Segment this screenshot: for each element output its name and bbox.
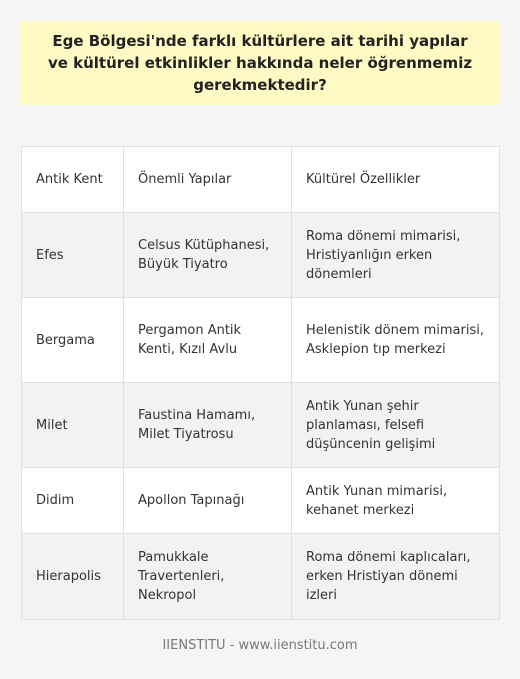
- cell-features: Antik Yunan şehir planlaması, felsefi düşüncenin gelişimi: [292, 383, 500, 468]
- table-row: [22, 213, 500, 298]
- cell-structures: Celsus Kütüphanesi, Büyük Tiyatro: [124, 213, 292, 298]
- cell-city: Didim: [22, 468, 124, 534]
- cell-features: Roma dönemi mimarisi, Hristiyanlığın erken dönemleri: [292, 213, 500, 298]
- table-header-row: [22, 147, 500, 213]
- footer-credit: IIENSTITU - www.iienstitu.com: [162, 638, 358, 653]
- title-box: [20, 21, 500, 105]
- table-row: [22, 534, 500, 620]
- cell-city: Hierapolis: [22, 534, 124, 620]
- cell-features: Roma dönemi kaplıcaları, erken Hristiyan dönemi izleri: [292, 534, 500, 620]
- cell-features: Antik Yunan mimarisi, kehanet merkezi: [292, 468, 500, 534]
- cell-city: Efes: [22, 213, 124, 298]
- cell-structures: Apollon Tapınağı: [124, 468, 292, 534]
- header-cell-features: Kültürel Özellikler: [292, 147, 500, 213]
- cell-city: Milet: [22, 383, 124, 468]
- header-cell-city: Antik Kent: [22, 147, 124, 213]
- cell-city: Bergama: [22, 298, 124, 383]
- cell-features: Helenistik dönem mimarisi, Asklepion tıp merkezi: [292, 298, 500, 383]
- page-title: Ege Bölgesi'nde farklı kültürlere ait tarihi yapılar ve kültürel etkinlikler hakkında neler öğrenmemiz gerekmektedir?: [47, 32, 473, 94]
- header-cell-structures: Önemli Yapılar: [124, 147, 292, 213]
- table-row: [22, 383, 500, 468]
- cell-structures: Pergamon Antik Kenti, Kızıl Avlu: [124, 298, 292, 383]
- table-row: [22, 298, 500, 383]
- data-table: [21, 146, 500, 620]
- table-row: [22, 468, 500, 534]
- cell-structures: Faustina Hamamı, Milet Tiyatrosu: [124, 383, 292, 468]
- cell-structures: Pamukkale Travertenleri, Nekropol: [124, 534, 292, 620]
